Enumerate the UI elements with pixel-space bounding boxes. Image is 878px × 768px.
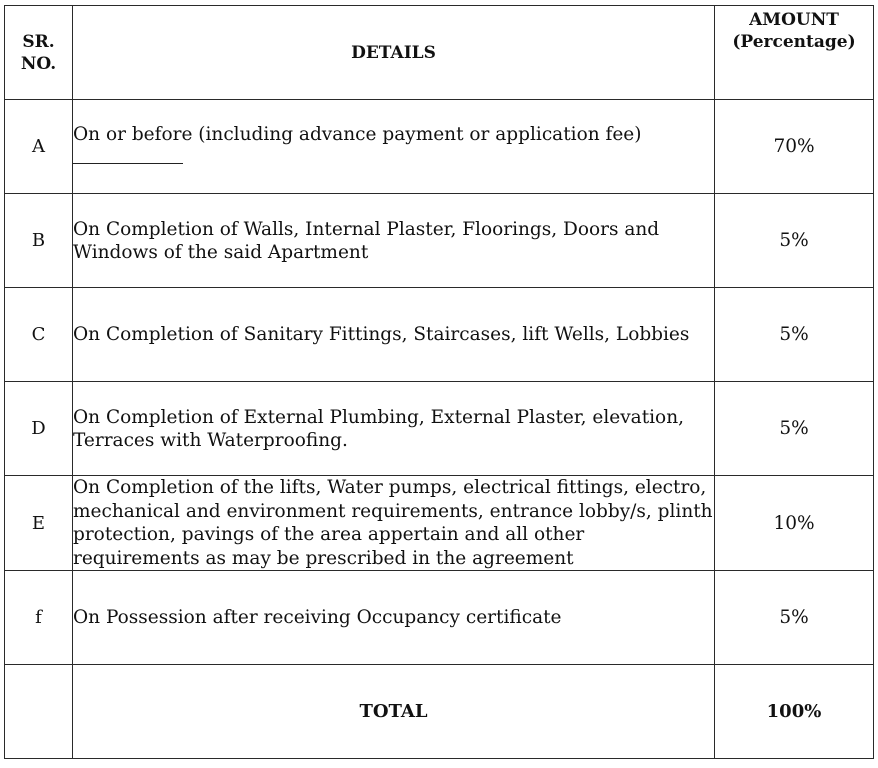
payment-schedule-table xyxy=(4,5,874,759)
details-cell: On Completion of External Plumbing, External Plaster, elevation, Terraces with Waterproofing. xyxy=(73,382,715,476)
total-label: TOTAL xyxy=(73,665,715,759)
table-row xyxy=(5,194,874,288)
blank-fill-line xyxy=(73,146,183,164)
table-row xyxy=(5,571,874,665)
total-empty-cell xyxy=(5,665,73,759)
details-cell: On Completion of Walls, Internal Plaster, Floorings, Doors and Windows of the said Apartment xyxy=(73,194,715,288)
amount-header: AMOUNT (Percentage) xyxy=(715,6,874,100)
sr-cell: C xyxy=(5,288,73,382)
table-row xyxy=(5,476,874,571)
details-header: DETAILS xyxy=(73,6,715,100)
details-cell: On Possession after receiving Occupancy certificate xyxy=(73,571,715,665)
table-header-row xyxy=(5,6,874,100)
amount-cell: 70% xyxy=(715,100,874,194)
amount-cell: 5% xyxy=(715,382,874,476)
details-cell xyxy=(73,100,715,194)
sr-cell: A xyxy=(5,100,73,194)
amount-cell: 5% xyxy=(715,194,874,288)
sr-no-header: SR. NO. xyxy=(5,6,73,100)
amount-cell: 5% xyxy=(715,288,874,382)
table-row xyxy=(5,382,874,476)
table-row xyxy=(5,100,874,194)
sr-cell: E xyxy=(5,476,73,571)
details-text: On or before (including advance payment or application fee) xyxy=(73,124,642,145)
details-cell: On Completion of the lifts, Water pumps, electrical fittings, electro, mechanical and environment requirements, entrance lobby/s, plinth protection, pavings of the area appertain and all other requirements as may be prescribed in the agreement xyxy=(73,477,713,569)
details-cell: On Completion of Sanitary Fittings, Staircases, lift Wells, Lobbies xyxy=(73,288,715,382)
sr-cell: B xyxy=(5,194,73,288)
table-row xyxy=(5,288,874,382)
sr-cell: D xyxy=(5,382,73,476)
total-row xyxy=(5,665,874,759)
amount-cell: 5% xyxy=(715,571,874,665)
sr-cell: f xyxy=(5,571,73,665)
amount-cell: 10% xyxy=(715,476,874,571)
total-amount: 100% xyxy=(715,665,874,759)
